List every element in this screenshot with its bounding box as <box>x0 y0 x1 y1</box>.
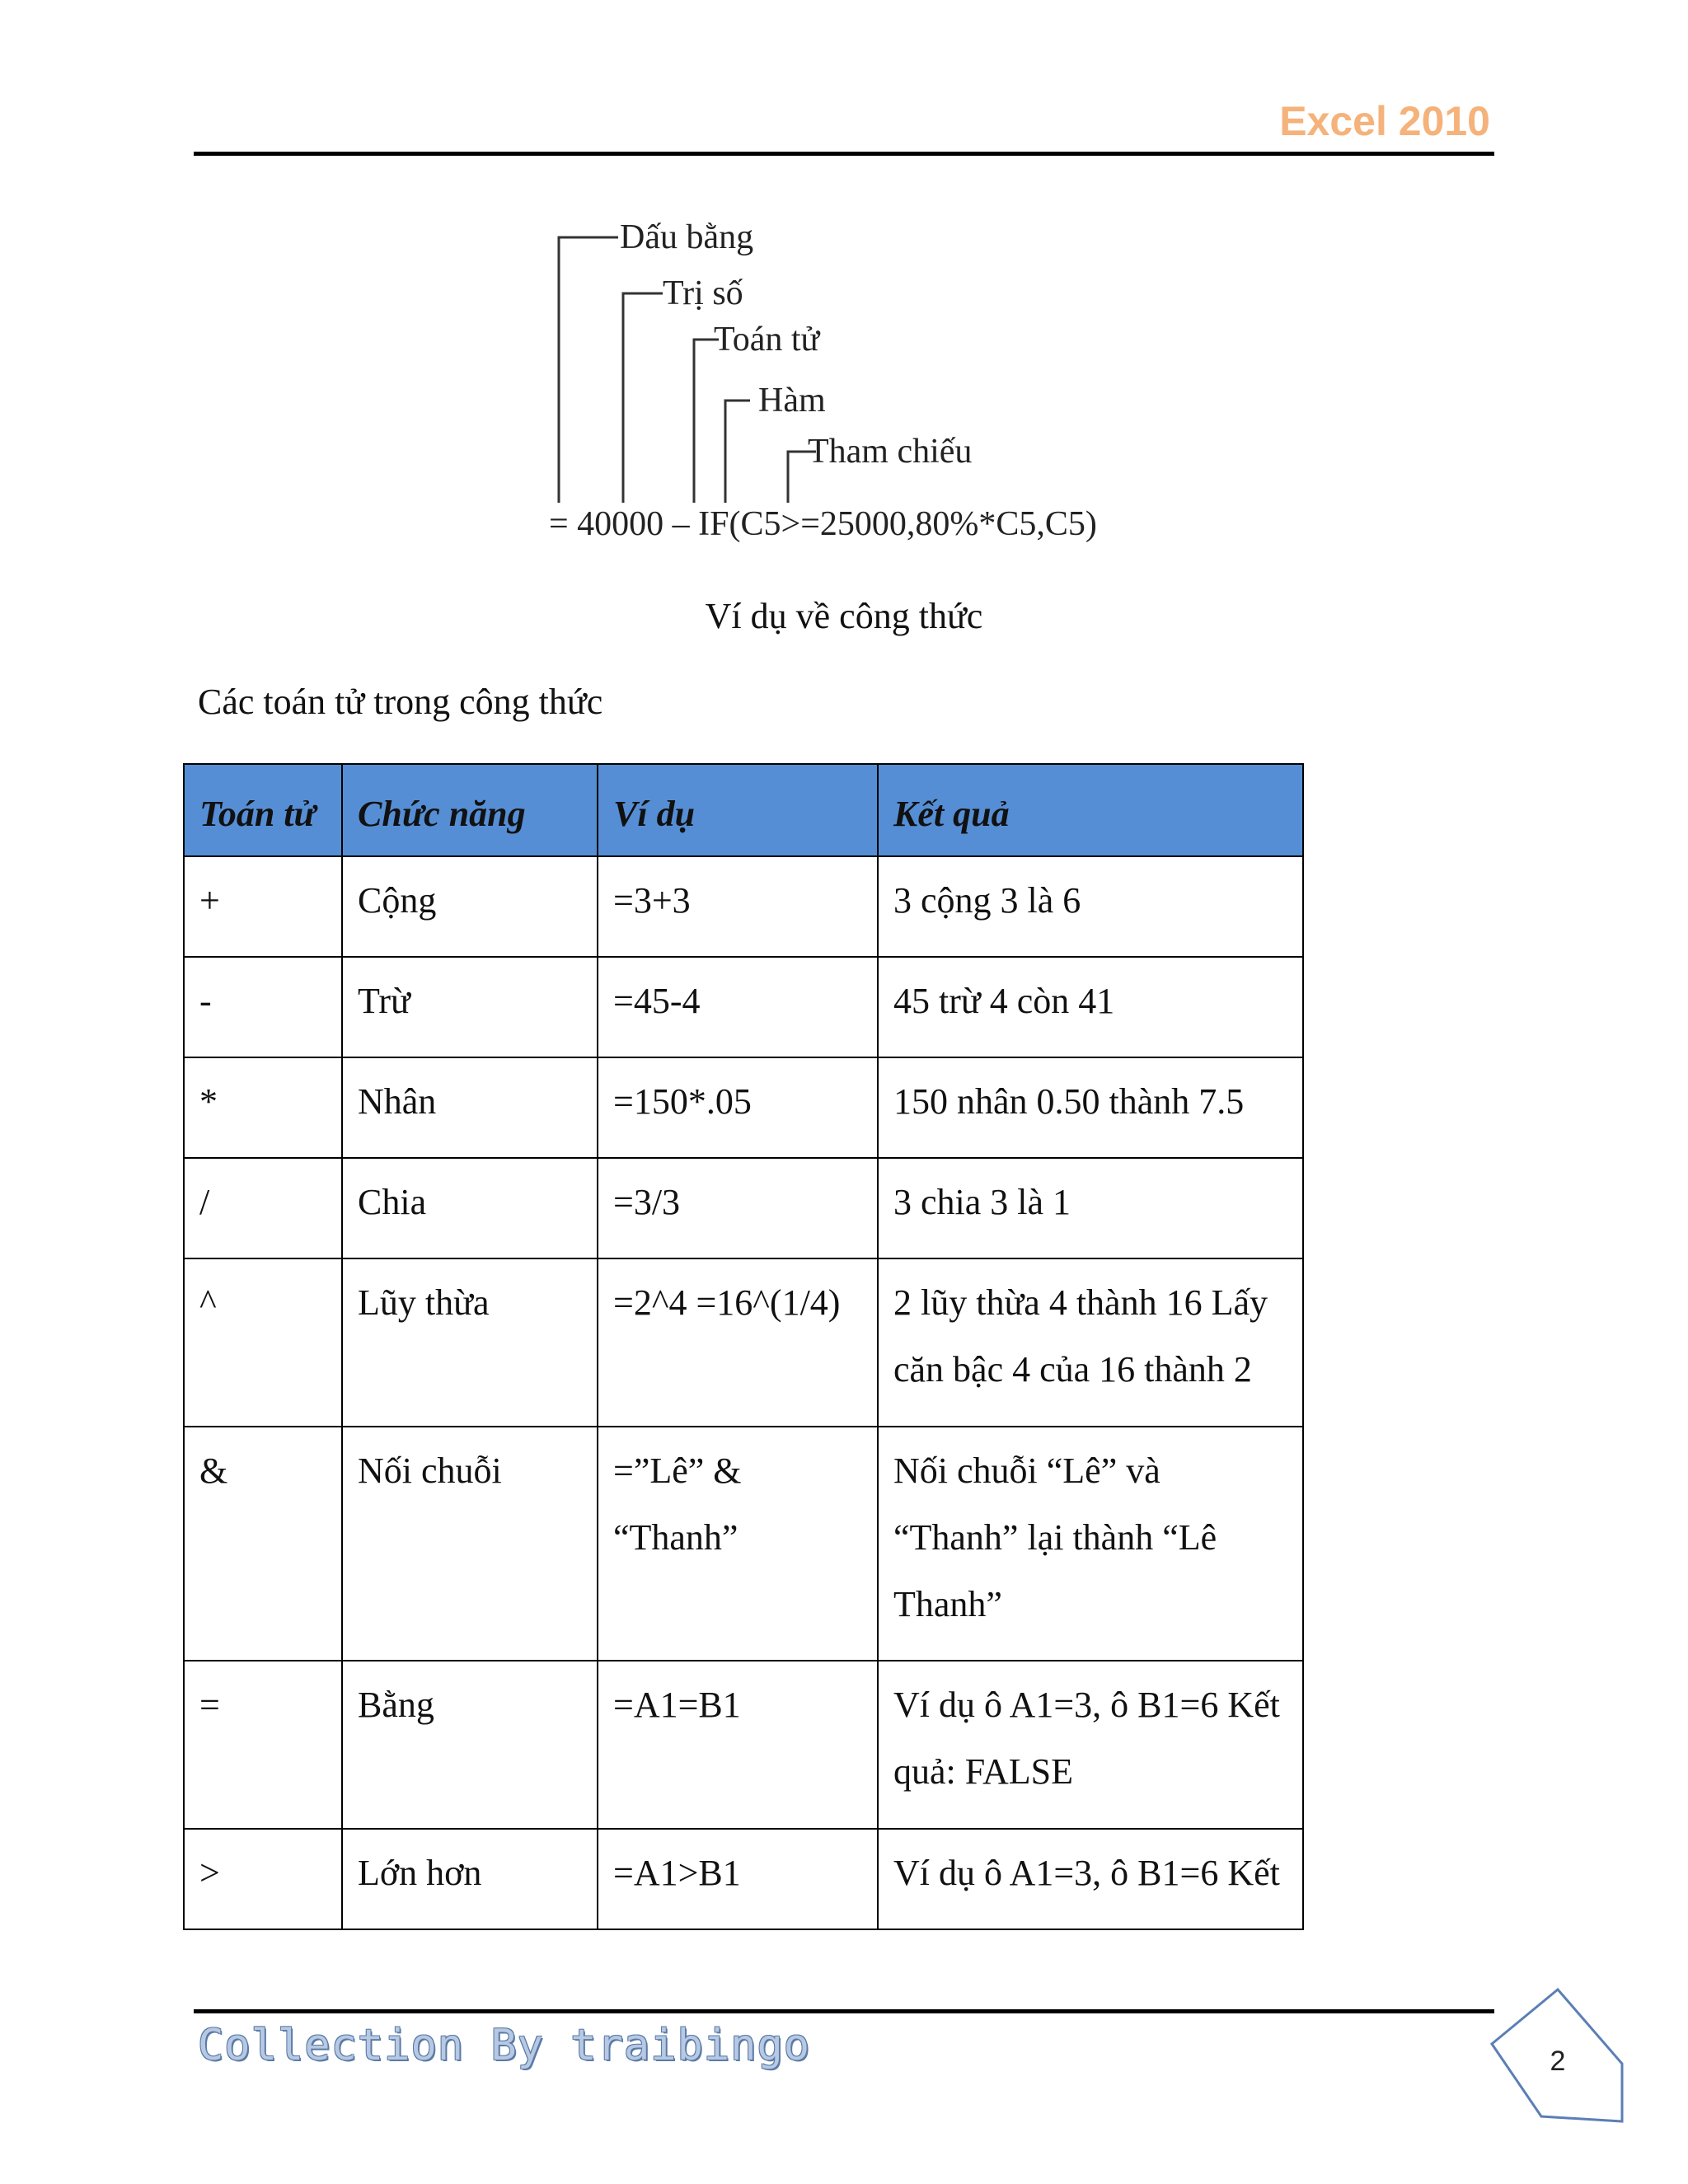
cell-function: Nhân <box>342 1057 598 1158</box>
table-row <box>184 1158 1303 1258</box>
page-number-badge <box>1484 1985 1632 2133</box>
cell-result: 2 lũy thừa 4 thành 16 Lấy căn bậc 4 của 16 thành 2 <box>878 1258 1303 1427</box>
cell-result: Ví dụ ô A1=3, ô B1=6 Kết quả: FALSE <box>878 1661 1303 1829</box>
cell-function: Lũy thừa <box>342 1258 598 1427</box>
header-rule <box>194 152 1494 156</box>
header-operator: Toán tử <box>184 764 342 856</box>
table-header-row <box>184 764 1303 856</box>
cell-result: 3 chia 3 là 1 <box>878 1158 1303 1258</box>
cell-function: Nối chuỗi <box>342 1427 598 1661</box>
cell-operator: = <box>184 1661 342 1829</box>
header-example: Ví dụ <box>598 764 878 856</box>
cell-operator: > <box>184 1829 342 1929</box>
cell-example: =”Lê” & “Thanh” <box>598 1427 878 1661</box>
cell-result: 150 nhân 0.50 thành 7.5 <box>878 1057 1303 1158</box>
section-title: Các toán tử trong công thức <box>198 682 603 722</box>
operators-table <box>183 763 1304 1930</box>
cell-result: Ví dụ ô A1=3, ô B1=6 Kết <box>878 1829 1303 1929</box>
document-header-title: Excel 2010 <box>1279 98 1490 144</box>
page-number: 2 <box>1550 2046 1566 2077</box>
table-row <box>184 1829 1303 1929</box>
cell-operator: - <box>184 957 342 1057</box>
diagram-label-operator: Toán tử <box>714 321 820 359</box>
table-row <box>184 1661 1303 1829</box>
diagram-label-reference: Tham chiếu <box>808 433 973 471</box>
diagram-label-function: Hàm <box>758 382 826 419</box>
header-function: Chức năng <box>342 764 598 856</box>
diagram-label-equals-sign: Dấu bằng <box>620 218 754 256</box>
cell-operator: + <box>184 856 342 957</box>
cell-example: =A1=B1 <box>598 1661 878 1829</box>
cell-operator: ^ <box>184 1258 342 1427</box>
cell-operator: & <box>184 1427 342 1661</box>
table-row <box>184 1427 1303 1661</box>
cell-example: =45-4 <box>598 957 878 1057</box>
footer-collection-text: Collection By traibingo <box>198 2021 811 2070</box>
cell-function: Cộng <box>342 856 598 957</box>
table-row <box>184 1057 1303 1158</box>
cell-example: =150*.05 <box>598 1057 878 1158</box>
cell-function: Lớn hơn <box>342 1829 598 1929</box>
cell-operator: * <box>184 1057 342 1158</box>
cell-example: =2^4 =16^(1/4) <box>598 1258 878 1427</box>
cell-function: Chia <box>342 1158 598 1258</box>
cell-function: Trừ <box>342 957 598 1057</box>
cell-operator: / <box>184 1158 342 1258</box>
cell-result: Nối chuỗi “Lê” và “Thanh” lại thành “Lê Thanh” <box>878 1427 1303 1661</box>
cell-example: =3/3 <box>598 1158 878 1258</box>
diagram-formula: = 40000 – IF(C5>=25000,80%*C5,C5) <box>549 505 1097 543</box>
cell-example: =3+3 <box>598 856 878 957</box>
cell-example: =A1>B1 <box>598 1829 878 1929</box>
diagram-label-value: Trị số <box>663 274 743 312</box>
diagram-caption: Ví dụ về công thức <box>705 596 983 636</box>
table-row <box>184 856 1303 957</box>
cell-result: 3 cộng 3 là 6 <box>878 856 1303 957</box>
table-row <box>184 1258 1303 1427</box>
formula-diagram <box>495 198 1236 560</box>
table-row <box>184 957 1303 1057</box>
footer-rule <box>194 2009 1494 2013</box>
cell-function: Bằng <box>342 1661 598 1829</box>
cell-result: 45 trừ 4 còn 41 <box>878 957 1303 1057</box>
header-result: Kết quả <box>878 764 1303 856</box>
